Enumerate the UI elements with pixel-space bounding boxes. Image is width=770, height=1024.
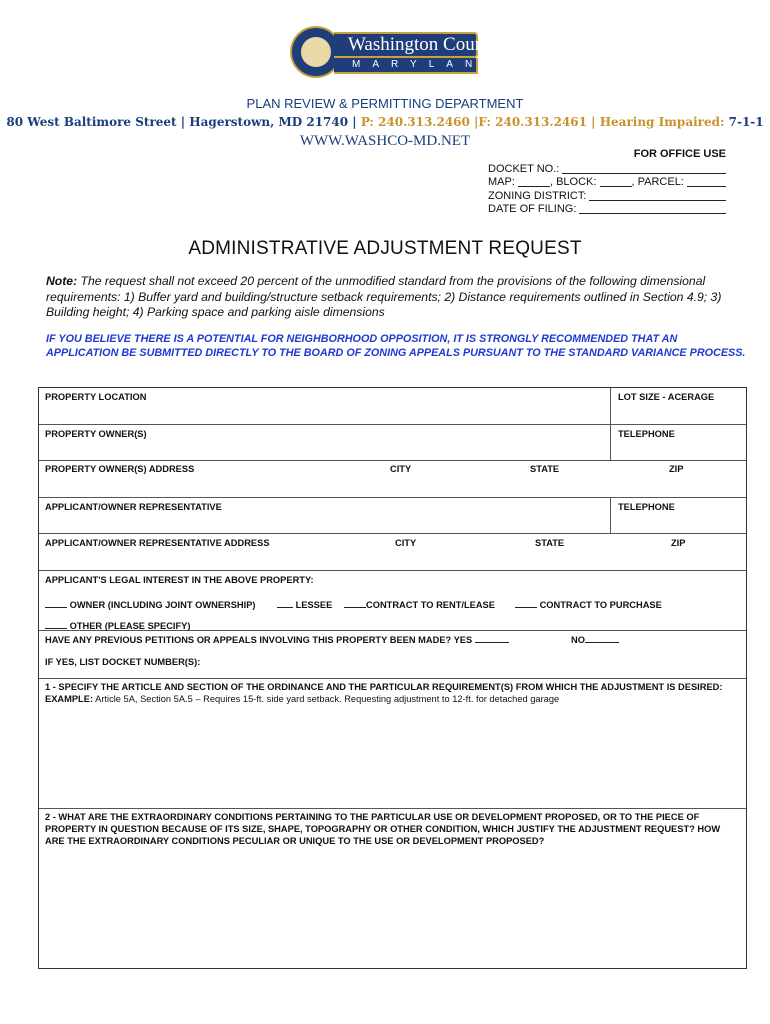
lot-size-label: LOT SIZE - ACERAGE: [618, 392, 715, 402]
applicant-address-row[interactable]: [39, 534, 746, 571]
hearing-impaired-number: 7-1-1: [728, 115, 764, 129]
owner-address-row[interactable]: [39, 461, 746, 498]
note-paragraph: [46, 274, 736, 321]
page-title: ADMINISTRATIVE ADJUSTMENT REQUEST: [188, 238, 582, 259]
applicant-row[interactable]: [39, 498, 746, 534]
question-1: 1 - SPECIFY THE ARTICLE AND SECTION OF THE ORDINANCE AND THE PARTICULAR REQUIREMENT(S) FROM WHICH THE ADJUSTMENT IS DESIRED: EXAMPLE: Article 5A, Section 5A.5 – Requires 15-ft. side yard setback. Requesting adjustment to 12-ft. for detached garage: [45, 682, 723, 704]
owner-telephone-label: TELEPHONE: [618, 429, 675, 439]
docket-field[interactable]: [562, 163, 726, 174]
docket-label: DOCKET NO.:: [488, 162, 560, 175]
department-name: PLAN REVIEW & PERMITTING DEPARTMENT: [246, 96, 524, 111]
option-contract-purchase[interactable]: CONTRACT TO PURCHASE: [515, 598, 662, 610]
option-other[interactable]: OTHER (PLEASE SPECIFY): [45, 619, 190, 631]
option-owner[interactable]: OWNER (INCLUDING JOINT OWNERSHIP): [45, 598, 256, 610]
application-form: [38, 387, 747, 969]
applicant-state-label: STATE: [535, 538, 565, 548]
owner-address-label: PROPERTY OWNER(S) ADDRESS: [45, 464, 195, 474]
owner-state-label: STATE: [530, 464, 560, 474]
map-field[interactable]: [518, 176, 550, 187]
parcel-label: , PARCEL:: [631, 176, 684, 188]
address: 80 West Baltimore Street | Hagerstown, MD 21740 |: [6, 115, 357, 129]
property-owner-row[interactable]: [39, 425, 746, 461]
office-use-block: [488, 148, 726, 217]
office-use-title: FOR OFFICE USE: [633, 148, 726, 160]
question-1-box[interactable]: [39, 679, 746, 809]
opposition-warning: IF YOU BELIEVE THERE IS A POTENTIAL FOR NEIGHBORHOOD OPPOSITION, IT IS STRONGLY RECOMMENDED THAT AN APPLICATION BE SUBMITTED DIRECTLY TO THE BOARD OF ZONING APPEALS PURSUANT TO THE STANDARD VARIANCE PROCESS.: [46, 333, 746, 359]
example-text: Article 5A, Section 5A.5 – Requires 15-ft. side yard setback. Requesting adjustment to 12-ft. for detached garage: [95, 694, 560, 704]
docket-numbers-label: IF YES, LIST DOCKET NUMBER(S):: [45, 657, 201, 667]
contact-line: [0, 115, 770, 129]
option-contract-rent[interactable]: CONTRACT TO RENT/LEASE: [344, 598, 495, 610]
block-label: , BLOCK:: [549, 176, 597, 188]
owner-zip-label: ZIP: [669, 464, 684, 474]
applicant-telephone-label: TELEPHONE: [618, 502, 675, 512]
map-label: MAP:: [488, 176, 515, 188]
block-field[interactable]: [600, 176, 632, 187]
note-text: The request shall not exceed 20 percent of the unmodified standard from the provisions of the following dimensional requirements: 1) Buffer yard and building/structure setback requirements; 2) Distance requirements outlined in Section 4.9; 3) Building height; 4) Parking space and parking aisle dimensions: [46, 274, 722, 319]
property-location-label: PROPERTY LOCATION: [45, 392, 147, 402]
owner-city-label: CITY: [390, 464, 412, 474]
zoning-field[interactable]: [589, 190, 726, 201]
property-location-row[interactable]: [39, 388, 746, 425]
logo-name: Washington County: [348, 34, 499, 55]
applicant-city-label: CITY: [395, 538, 417, 548]
note-label: Note:: [46, 274, 78, 288]
property-owner-label: PROPERTY OWNER(S): [45, 429, 147, 439]
date-filing-field[interactable]: [579, 203, 726, 214]
no-field[interactable]: [585, 633, 619, 643]
previous-petitions-row: [39, 631, 746, 679]
previous-petitions-question: HAVE ANY PREVIOUS PETITIONS OR APPEALS INVOLVING THIS PROPERTY BEEN MADE? YES: [45, 633, 509, 645]
applicant-address-label: APPLICANT/OWNER REPRESENTATIVE ADDRESS: [45, 538, 270, 548]
example-label: EXAMPLE:: [45, 694, 94, 704]
phone-fax: P: 240.313.2460 |F: 240.313.2461 | Hearing Impaired:: [360, 115, 725, 129]
website-link[interactable]: WWW.WASHCO-MD.NET: [299, 133, 471, 149]
legal-interest-label: APPLICANT'S LEGAL INTEREST IN THE ABOVE PROPERTY:: [45, 575, 314, 585]
zoning-label: ZONING DISTRICT:: [488, 189, 587, 202]
legal-interest-row: [39, 571, 746, 631]
date-filing-label: DATE OF FILING:: [488, 203, 577, 215]
yes-field[interactable]: [475, 633, 509, 643]
logo-state: MARYLAND: [352, 59, 504, 70]
parcel-field[interactable]: [687, 176, 726, 187]
question-2-box[interactable]: [39, 809, 746, 968]
question-2: 2 - WHAT ARE THE EXTRAORDINARY CONDITIONS PERTAINING TO THE PARTICULAR USE OR DEVELOPMENT PROPOSED, OR TO THE PIECE OF PROPERTY IN QUESTION BECAUSE OF ITS SIZE, SHAPE, TOPOGRAPHY OR OTHER CONDITION, WHICH JUSTIFY THE ADJUSTMENT REQUEST? HOW ARE THE EXTRAORDINARY CONDITIONS PECULIAR OR UNIQUE TO THE USE OR DEVELOPMENT PROPOSED?: [45, 812, 721, 846]
applicant-zip-label: ZIP: [671, 538, 686, 548]
option-lessee[interactable]: LESSEE: [277, 598, 332, 610]
no-option: NO: [571, 633, 619, 645]
county-logo: [290, 26, 504, 80]
applicant-label: APPLICANT/OWNER REPRESENTATIVE: [45, 502, 222, 512]
